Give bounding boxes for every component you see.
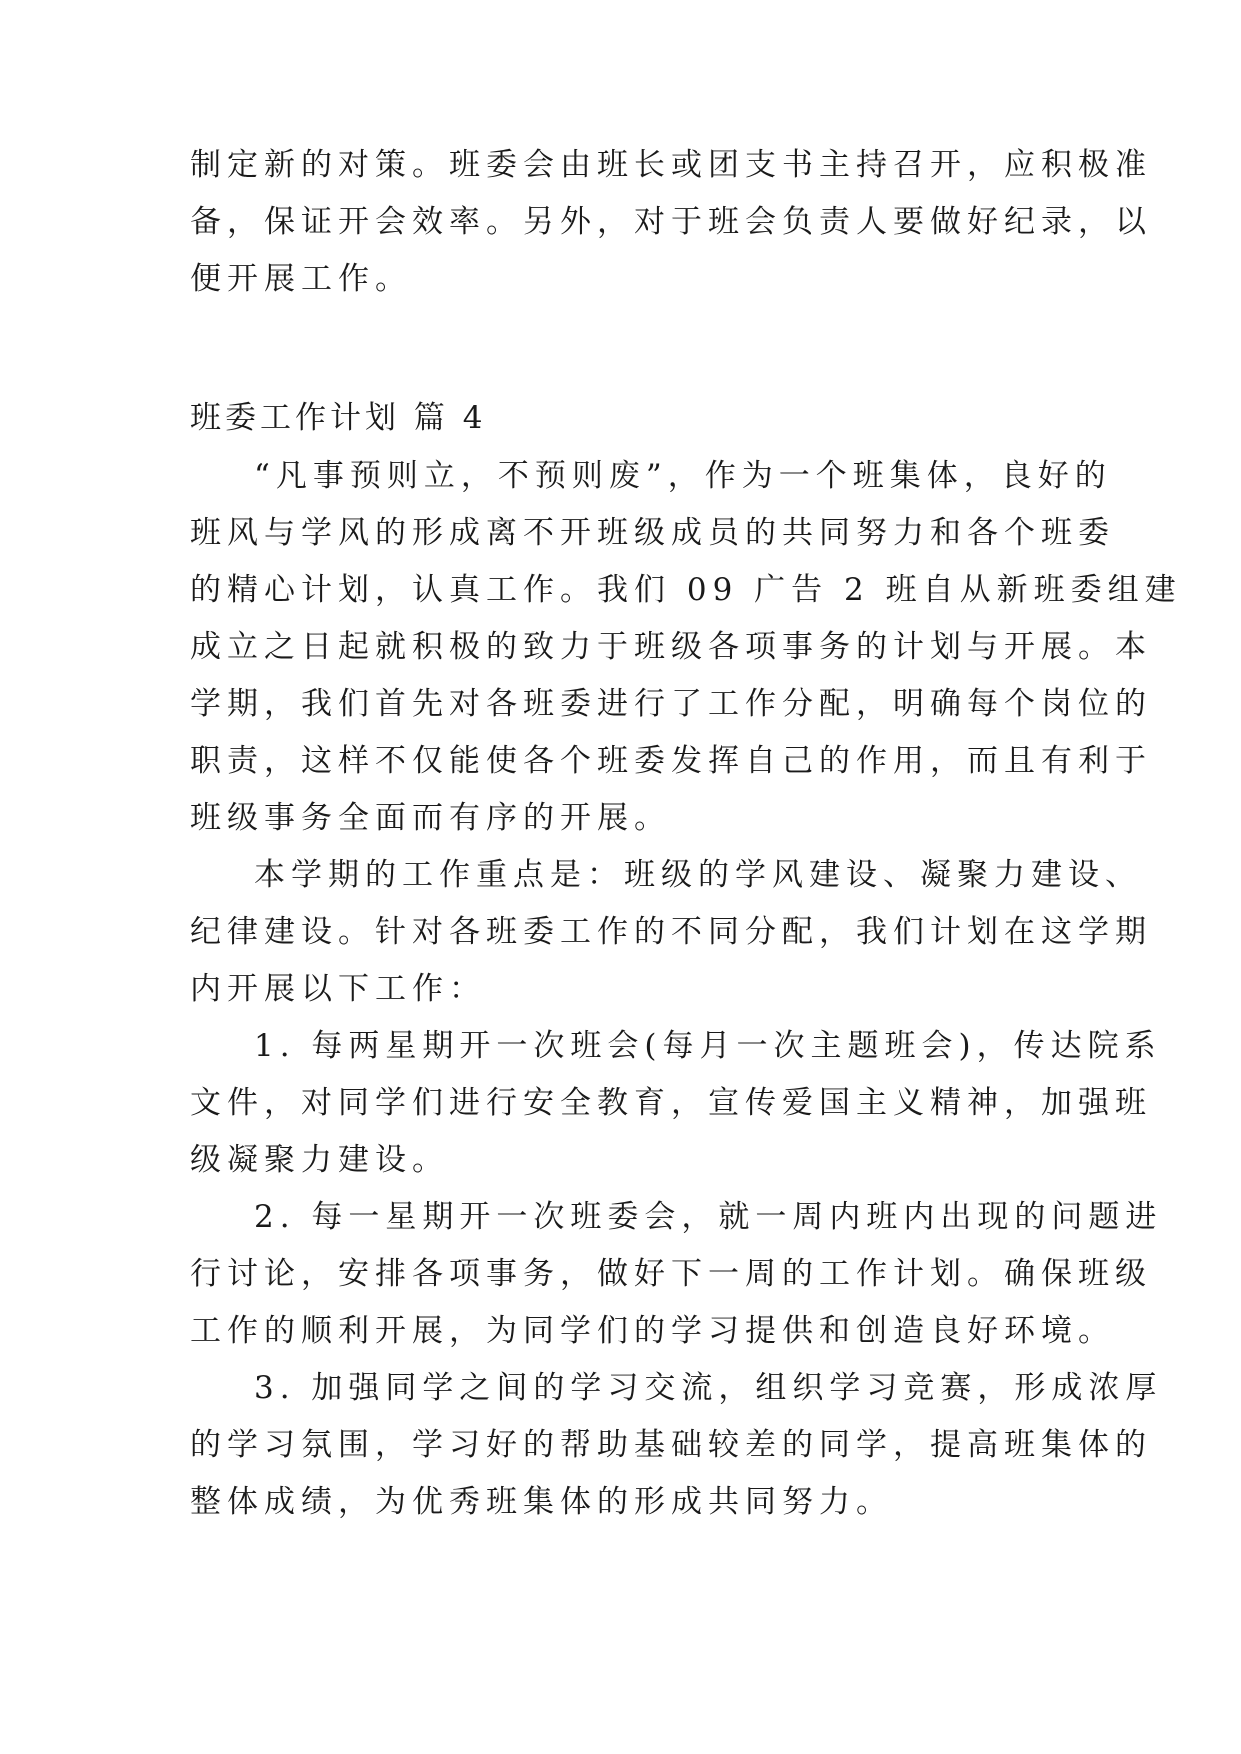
- paragraph1-line-3: 的精心计划，认真工作。我们 09 广告 2 班自从新班委组建: [190, 572, 1182, 608]
- paragraph1-line-6: 职责，这样不仅能使各个班委发挥自己的作用，而且有利于: [190, 743, 1152, 779]
- intro-line-3: 便开展工作。: [190, 261, 412, 297]
- item2-line-1: 2. 每一星期开一次班委会，就一周内班内出现的问题进: [254, 1199, 1163, 1235]
- item2-line-3: 工作的顺利开展，为同学们的学习提供和创造良好环境。: [190, 1313, 1115, 1349]
- item1-line-3: 级凝聚力建设。: [190, 1142, 449, 1178]
- paragraph1-line-1: “凡事预则立，不预则废”，作为一个班集体，良好的: [254, 458, 1112, 494]
- paragraph1-line-7: 班级事务全面而有序的开展。: [190, 800, 671, 836]
- item3-line-1: 3. 加强同学之间的学习交流，组织学习竞赛，形成浓厚: [254, 1370, 1163, 1406]
- section-title: 班委工作计划 篇 4: [190, 400, 487, 436]
- item1-line-2: 文件，对同学们进行安全教育，宣传爱国主义精神，加强班: [190, 1085, 1152, 1121]
- intro-line-2: 备，保证开会效率。另外，对于班会负责人要做好纪录，以: [190, 204, 1152, 240]
- paragraph1-line-2: 班风与学风的形成离不开班级成员的共同努力和各个班委: [190, 515, 1115, 551]
- paragraph2-line-2: 纪律建设。针对各班委工作的不同分配，我们计划在这学期: [190, 914, 1152, 950]
- paragraph1-line-4: 成立之日起就积极的致力于班级各项事务的计划与开展。本: [190, 629, 1152, 665]
- item2-line-2: 行讨论，安排各项事务，做好下一周的工作计划。确保班级: [190, 1256, 1152, 1292]
- paragraph2-line-3: 内开展以下工作：: [190, 971, 486, 1007]
- paragraph2-line-1: 本学期的工作重点是：班级的学风建设、凝聚力建设、: [254, 857, 1142, 893]
- item3-line-3: 整体成绩，为优秀班集体的形成共同努力。: [190, 1484, 893, 1520]
- paragraph1-line-5: 学期，我们首先对各班委进行了工作分配，明确每个岗位的: [190, 686, 1152, 722]
- item1-line-1: 1. 每两星期开一次班会(每月一次主题班会)，传达院系: [254, 1028, 1162, 1064]
- intro-line-1: 制定新的对策。班委会由班长或团支书主持召开，应积极准: [190, 147, 1152, 183]
- item3-line-2: 的学习氛围，学习好的帮助基础较差的同学，提高班集体的: [190, 1427, 1152, 1463]
